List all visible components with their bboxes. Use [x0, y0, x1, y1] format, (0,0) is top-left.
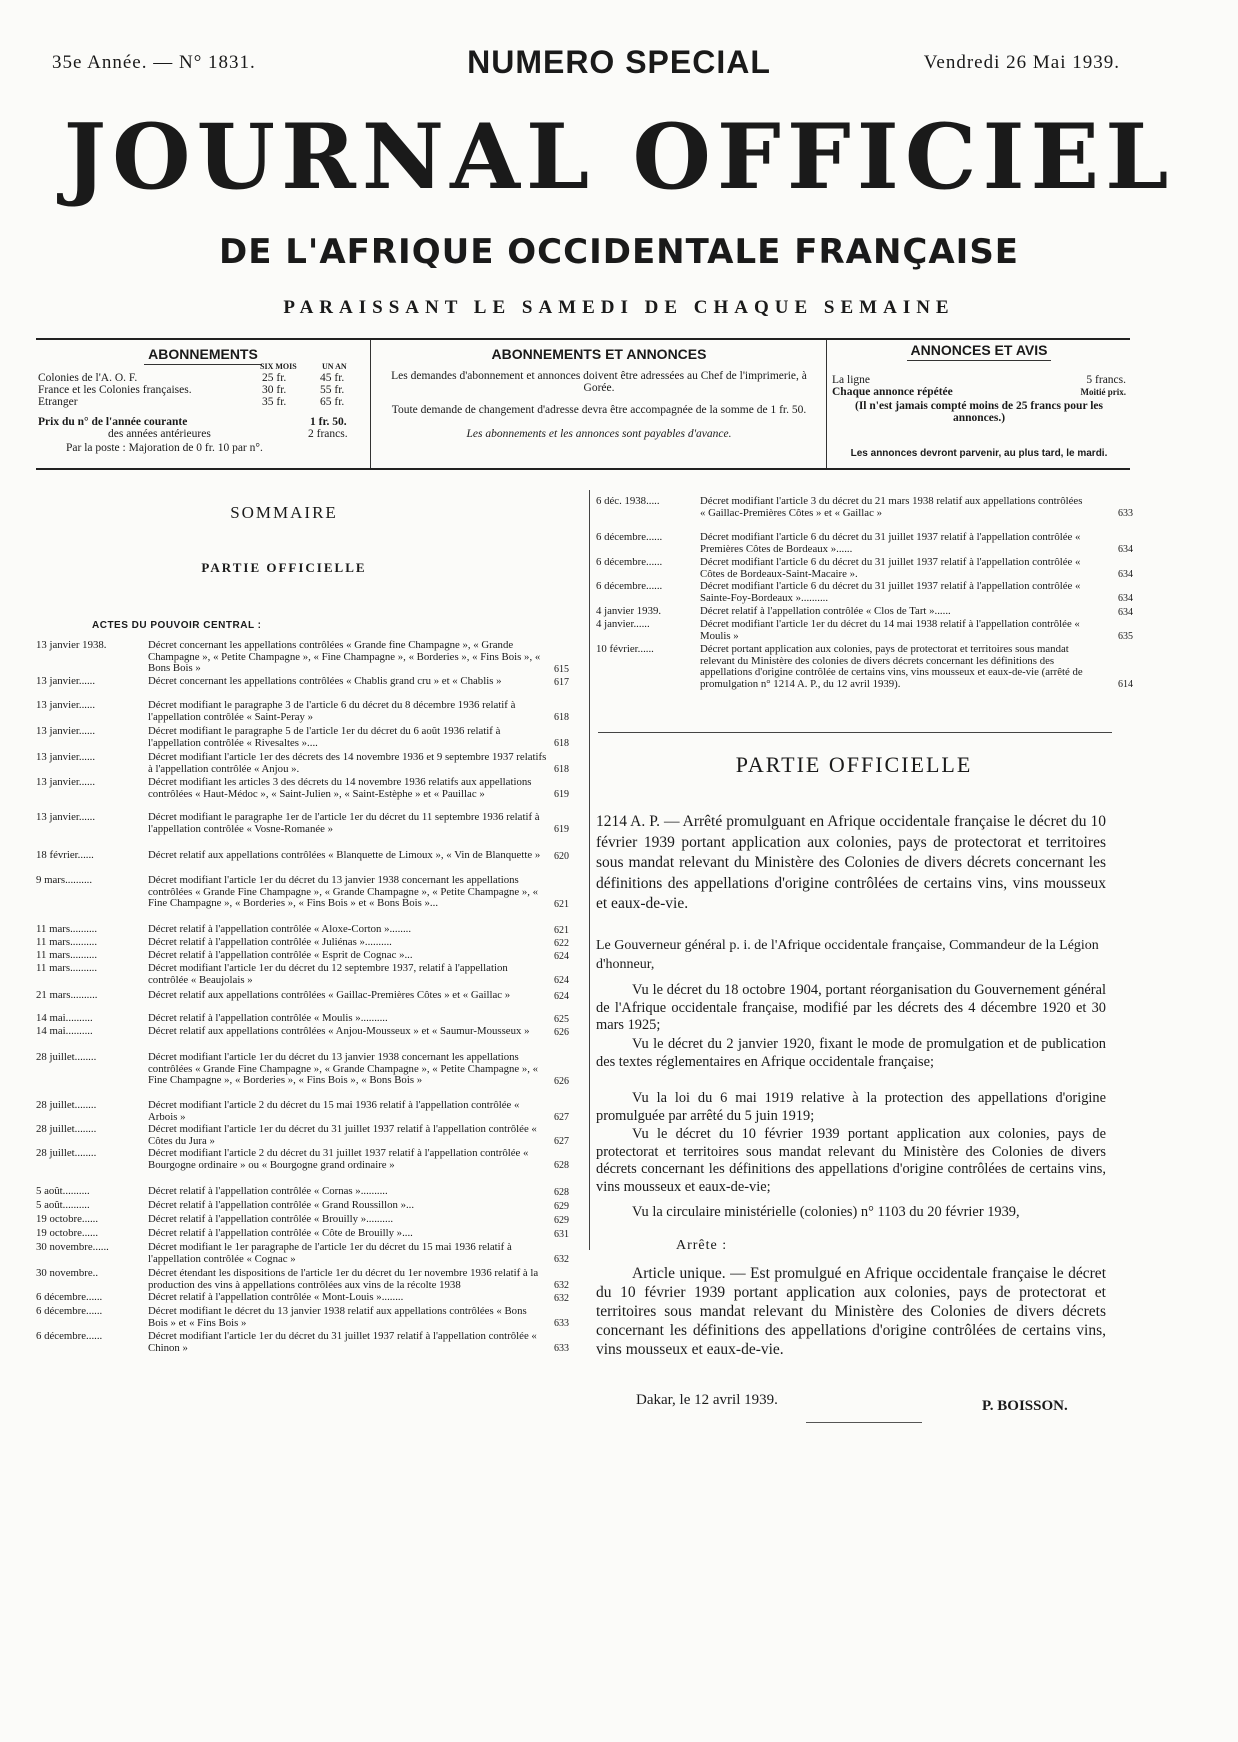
place-date: Dakar, le 12 avril 1939.	[636, 1392, 778, 1408]
entry-page: 634	[1118, 607, 1133, 618]
entry-page: 624	[554, 991, 569, 1002]
signature-rule	[806, 1422, 922, 1423]
entry-text: Décret relatif à l'appellation contrôlée « Cornas »..........	[148, 1185, 388, 1197]
price-previous-label: des années antérieures	[108, 428, 211, 440]
entry-page: 618	[554, 764, 569, 775]
change-address-note: Toute demande de changement d'adresse devra être accompagnée de la somme de 1 fr. 50.	[391, 404, 807, 416]
entry-page: 633	[1118, 508, 1133, 519]
entry-date: 19 octobre......	[36, 1214, 99, 1225]
price-current-row	[38, 416, 347, 428]
entry-page: 619	[554, 824, 569, 835]
vu-paragraph: Vu la circulaire ministérielle (colonies) n° 1103 du 20 février 1939,	[632, 1204, 1020, 1220]
entry-text: Décret relatif à l'appellation contrôlée « Juliénas »..........	[148, 936, 392, 948]
entry-date: 6 déc. 1938.....	[596, 496, 660, 507]
subscription-row	[38, 384, 345, 396]
arrete-title: 1214 A. P. — Arrêté promulguant en Afrique occidentale française le décret du 10 février 1939 portant application aux colonies, pays de protectorat et territoires sous mandat relevant du Ministère des Colonies de divers décrets concernant les définitions des appellations d'origine contrôlées de certains vins, vins mousseux et eaux-de-vie.	[596, 813, 1106, 912]
minimum-note: (Il n'est jamais compté moins de 25 francs pour les annonces.)	[855, 400, 1103, 424]
entry-date: 11 mars..........	[36, 937, 98, 948]
annonces-avis-column	[828, 340, 1130, 468]
annonces-avis-heading: ANNONCES ET AVIS	[907, 342, 1052, 361]
entry-date: 18 février......	[36, 850, 94, 861]
entry-date: 5 août..........	[36, 1200, 90, 1211]
column-divider	[589, 490, 590, 1250]
entry-text: Décret modifiant l'article 1er du décret du 31 juillet 1937 relatif à l'appellation contrôlée « Chinon »	[148, 1330, 537, 1354]
entry-text: Décret relatif à l'appellation contrôlée « Esprit de Cognac »...	[148, 949, 413, 961]
entry-date: 11 mars..........	[36, 950, 98, 961]
abonnements-heading: ABONNEMENTS	[144, 346, 262, 365]
subscription-row	[38, 372, 345, 384]
entry-page: 615	[554, 664, 569, 675]
entry-date: 28 juillet........	[36, 1100, 97, 1111]
entry-date: 28 juillet........	[36, 1148, 97, 1159]
entry-date: 13 janvier......	[36, 777, 96, 788]
entry-text: Décret modifiant le paragraphe 1er de l'article 1er du décret du 11 septembre 1936 relatif à l'appellation contrôlée « Vosne-Romanée »	[148, 811, 540, 835]
actes-heading: ACTES DU POUVOIR CENTRAL :	[92, 620, 262, 631]
entry-page: 626	[554, 1076, 569, 1087]
subscription-row	[38, 396, 345, 408]
line-price-label: La ligne	[832, 374, 870, 386]
entry-page: 614	[1118, 679, 1133, 690]
entry-text: Décret modifiant l'article 6 du décret du 31 juillet 1937 relatif à l'appellation contrôlée « Premières Côtes de Bordeaux »......	[700, 531, 1081, 555]
row-un-an: 65 fr.	[320, 396, 345, 408]
entry-text: Décret relatif à l'appellation contrôlée « Moulis »..........	[148, 1012, 388, 1024]
un-an-header: UN AN	[322, 362, 347, 371]
partie-officielle-summary-heading: PARTIE OFFICIELLE	[201, 560, 367, 575]
entry-page: 633	[554, 1343, 569, 1354]
entry-date: 6 décembre......	[596, 557, 663, 568]
entry-page: 624	[554, 975, 569, 986]
entry-text: Décret concernant les appellations contrôlées « Chablis grand cru » et « Chablis »	[148, 675, 502, 687]
entry-date: 21 mars..........	[36, 990, 98, 1001]
entry-date: 10 février......	[596, 644, 654, 655]
vu-paragraph: Vu le décret du 18 octobre 1904, portant réorganisation du Gouvernement général de l'Afrique occidentale française, modifié par les décrets des 4 décembre 1920 et 30 mars 1925;	[596, 982, 1106, 1033]
entry-text: Décret relatif à l'appellation contrôlée « Clos de Tart »......	[700, 605, 951, 617]
row-un-an: 45 fr.	[320, 372, 345, 384]
section-divider	[598, 732, 1112, 733]
entry-date: 11 mars..........	[36, 924, 98, 935]
journal-subtitle: DE L'AFRIQUE OCCIDENTALE FRANÇAISE	[218, 232, 1020, 272]
entry-text: Décret modifiant l'article 1er du décret du 13 janvier 1938 concernant les appellations contrôlées « Grande Fine Champagne », « Grande Champagne », « Petite Champagne », « Fine Champagne », « Borderies », « Fins Bois », « Bons Bois »	[148, 1051, 539, 1086]
entry-date: 28 juillet........	[36, 1124, 97, 1135]
publication-frequency: PARAISSANT LE SAMEDI DE CHAQUE SEMAINE	[283, 297, 955, 318]
entry-text: Décret modifiant l'article 3 du décret du 21 mars 1938 relatif aux appellations contrôlées « Gaillac-Premières Côtes » et « Gaillac »	[700, 495, 1083, 519]
row-label: France et les Colonies françaises.	[38, 384, 192, 396]
entry-text: Décret étendant les dispositions de l'article 1er du décret du 1er novembre 1936 relatif à la production des vins à appellations contrôlées aux vins de la récolte 1938	[148, 1267, 539, 1291]
entry-text: Décret relatif à l'appellation contrôlée « Mont-Louis »........	[148, 1291, 404, 1303]
entry-text: Décret relatif aux appellations contrôlées « Anjou-Mousseux » et « Saumur-Mousseux »	[148, 1025, 530, 1037]
row-un-an: 55 fr.	[320, 384, 345, 396]
entry-page: 621	[554, 899, 569, 910]
entry-date: 13 janvier 1938.	[36, 640, 107, 651]
entry-page: 632	[554, 1280, 569, 1291]
entry-page: 628	[554, 1187, 569, 1198]
sommaire-heading: SOMMAIRE	[230, 503, 338, 522]
entry-date: 6 décembre......	[36, 1292, 103, 1303]
entry-date: 13 janvier......	[36, 700, 96, 711]
deadline-note: Les annonces devront parvenir, au plus tard, le mardi.	[850, 448, 1108, 459]
entry-page: 626	[554, 1027, 569, 1038]
entry-text: Décret modifiant l'article 6 du décret du 31 juillet 1937 relatif à l'appellation contrôlée « Côtes de Bordeaux-Saint-Macaire ».	[700, 556, 1081, 580]
entry-page: 634	[1118, 569, 1133, 580]
entry-text: Décret modifiant l'article 6 du décret du 31 juillet 1937 relatif à l'appellation contrôlée « Sainte-Foy-Bordeaux »..........	[700, 580, 1081, 604]
vu-paragraph: Vu le décret du 2 janvier 1920, fixant le mode de promulgation et de publication des textes réglementaires en Afrique occidentale française;	[596, 1036, 1106, 1070]
entry-text: Décret relatif aux appellations contrôlées « Gaillac-Premières Côtes » et « Gaillac »	[148, 989, 511, 1001]
special-issue-label: NUMERO SPECIAL	[467, 44, 771, 80]
entry-page: 617	[554, 677, 569, 688]
entry-text: Décret modifiant l'article 1er du décret du 14 mai 1938 relatif à l'appellation contrôlée « Moulis »	[700, 618, 1080, 642]
row-label: Etranger	[38, 396, 78, 408]
entry-date: 13 janvier......	[36, 726, 96, 737]
abonnements-annonces-heading: ABONNEMENTS ET ANNONCES	[491, 346, 707, 362]
row-label: Colonies de l'A. O. F.	[38, 372, 138, 384]
entry-date: 13 janvier......	[36, 752, 96, 763]
entry-text: Décret modifiant le paragraphe 3 de l'article 6 du décret du 8 décembre 1936 relatif à l'appellation contrôlée « Saint-Peray »	[148, 699, 516, 723]
entry-date: 4 janvier 1939.	[596, 606, 662, 617]
entry-page: 629	[554, 1215, 569, 1226]
entry-date: 30 novembre..	[36, 1268, 99, 1279]
entry-page: 633	[554, 1318, 569, 1329]
entry-page: 627	[554, 1136, 569, 1147]
governor-line: Le Gouverneur général p. i. de l'Afrique occidentale française, Commandeur de la Légion d'honneur,	[596, 938, 1099, 972]
entry-page: 629	[554, 1201, 569, 1212]
entry-page: 619	[554, 789, 569, 800]
entry-text: Décret modifiant l'article 1er du décret du 13 janvier 1938 concernant les appellations contrôlées « Grande Fine Champagne », « Grande Champagne », « Petite Champagne », « Fine Champagne », « Borderies », « Fins Bois » et « Bons Bois »...	[148, 874, 539, 909]
row-six-mois: 35 fr.	[262, 396, 287, 408]
price-current-value: 1 fr. 50.	[310, 416, 347, 428]
arrete-label: Arrête :	[676, 1238, 728, 1253]
entry-text: Décret relatif à l'appellation contrôlée « Aloxe-Corton »........	[148, 923, 412, 935]
entry-text: Décret relatif à l'appellation contrôlée « Grand Roussillon »...	[148, 1199, 415, 1211]
row-six-mois: 25 fr.	[262, 372, 287, 384]
repeat-price-value: Moitié prix.	[1080, 387, 1126, 397]
article-unique: Article unique. — Est promulgué en Afrique occidentale française le décret du 10 février 1939 portant application aux colonies, pays de protectorat et territoires sous mandat relevant du Ministère des Colonies de divers décrets concernant les définitions des appellations d'origine contrôlées de certains vins, vins mousseux et eaux-de-vie.	[596, 1265, 1106, 1358]
price-current-label: Prix du n° de l'année courante	[38, 416, 188, 428]
entry-page: 624	[554, 951, 569, 962]
address-note: Les demandes d'abonnement et annonces doivent être adressées au Chef de l'imprimerie, à Gorée.	[391, 370, 807, 394]
entry-text: Décret modifiant le 1er paragraphe de l'article 1er du décret du 15 mai 1936 relatif à l'appellation contrôlée « Cognac »	[148, 1241, 512, 1265]
signature: P. BOISSON.	[982, 1398, 1068, 1414]
entry-date: 4 janvier......	[596, 619, 650, 630]
entry-page: 622	[554, 938, 569, 949]
entry-page: 625	[554, 1014, 569, 1025]
entry-text: Décret portant application aux colonies, pays de protectorat et territoires sous mandat relevant du Ministère des colonies de divers décrets concernant les définitions des appellations d'origine contrôlée de certains vins, vins mousseux et eaux-de-vie (arrêté de promulgation n° 1214 A. P., du 12 avril 1939).	[700, 643, 1083, 690]
vu-paragraph: Vu le décret du 10 février 1939 portant application aux colonies, pays de protectorat et territoires sous mandat relevant du Ministère des Colonies de divers décrets concernant les définitions des appellations d'origine contrôlées de certains vins, vins mousseux et eaux-de-vie;	[596, 1126, 1106, 1195]
entry-text: Décret relatif à l'appellation contrôlée « Brouilly »..........	[148, 1213, 394, 1225]
row-six-mois: 30 fr.	[262, 384, 287, 396]
payment-note: Les abonnements et les annonces sont payables d'avance.	[466, 428, 732, 440]
issue-date: Vendredi 26 Mai 1939.	[923, 52, 1120, 73]
entry-date: 5 août..........	[36, 1186, 90, 1197]
entry-text: Décret concernant les appellations contrôlées « Grande fine Champagne », « Grande Champagne », « Petite Champagne », « Fine Champagne », « Borderies », « Fins Bois », « Bons Bois »	[148, 639, 541, 674]
line-price-row	[832, 374, 1126, 386]
price-previous-value: 2 francs.	[308, 428, 348, 440]
journal-title: JOURNAL OFFICIEL	[63, 104, 1175, 210]
entry-page: 632	[554, 1254, 569, 1265]
entry-page: 631	[554, 1229, 569, 1240]
entry-page: 635	[1118, 631, 1133, 642]
line-price-value: 5 francs.	[1086, 374, 1126, 386]
entry-page: 628	[554, 1160, 569, 1171]
entry-date: 6 décembre......	[36, 1306, 103, 1317]
entry-date: 28 juillet........	[36, 1052, 97, 1063]
entry-date: 14 mai..........	[36, 1026, 93, 1037]
entry-text: Décret relatif à l'appellation contrôlée « Côte de Brouilly »....	[148, 1227, 413, 1239]
entry-date: 6 décembre......	[596, 532, 663, 543]
entry-page: 632	[554, 1293, 569, 1304]
entry-text: Décret modifiant l'article 1er du décret du 31 juillet 1937 relatif à l'appellation contrôlée « Côtes du Jura »	[148, 1123, 537, 1147]
entry-page: 618	[554, 712, 569, 723]
entry-text: Décret modifiant les articles 3 des décrets du 14 novembre 1936 relatifs aux appellations contrôlées « Haut-Médoc », « Saint-Julien », « Saint-Estèphe » et « Pauillac »	[148, 776, 532, 800]
repeat-price-label: Chaque annonce répétée	[832, 386, 953, 398]
price-previous-row	[108, 428, 348, 440]
entry-page: 634	[1118, 544, 1133, 555]
six-mois-header: SIX MOIS	[260, 362, 297, 371]
entry-text: Décret relatif aux appellations contrôlées « Blanquette de Limoux », « Vin de Blanquette »	[148, 849, 541, 861]
abonnements-column	[36, 340, 371, 468]
entry-text: Décret modifiant le décret du 13 janvier 1938 relatif aux appellations contrôlées « Bons Bois » et « Fins Bois »	[148, 1305, 527, 1329]
entry-page: 618	[554, 738, 569, 749]
entry-date: 19 octobre......	[36, 1228, 99, 1239]
subscription-box	[36, 338, 1130, 470]
vu-paragraph: Vu la loi du 6 mai 1919 relative à la protection des appellations d'origine promulguée par arrêté du 5 juin 1919;	[596, 1090, 1106, 1124]
entry-page: 634	[1118, 593, 1133, 604]
entry-text: Décret modifiant l'article 1er des décrets des 14 novembre 1936 et 9 septembre 1937 relatifs à l'appellation contrôlée « Anjou ».	[148, 751, 547, 775]
entry-date: 6 décembre......	[36, 1331, 103, 1342]
entry-text: Décret modifiant l'article 2 du décret du 31 juillet 1937 relatif à l'appellation contrôlée « Bourgogne ordinaire » ou « Bourgogne grand ordinaire »	[148, 1147, 529, 1171]
entry-date: 11 mars..........	[36, 963, 98, 974]
entry-date: 13 janvier......	[36, 676, 96, 687]
entry-date: 14 mai..........	[36, 1013, 93, 1024]
entry-date: 30 novembre......	[36, 1242, 109, 1253]
entry-text: Décret modifiant l'article 1er du décret du 12 septembre 1937, relatif à l'appellation contrôlée « Beaujolais »	[148, 962, 508, 986]
entry-page: 621	[554, 925, 569, 936]
entry-text: Décret modifiant le paragraphe 5 de l'article 1er du décret du 6 août 1936 relatif à l'appellation contrôlée « Rivesaltes »....	[148, 725, 501, 749]
entry-date: 13 janvier......	[36, 812, 96, 823]
entry-page: 627	[554, 1112, 569, 1123]
repeat-price-row	[832, 386, 1126, 398]
entry-date: 9 mars..........	[36, 875, 93, 886]
entry-page: 620	[554, 851, 569, 862]
issue-number: 35e Année. — N° 1831.	[52, 52, 256, 73]
entry-date: 6 décembre......	[596, 581, 663, 592]
partie-officielle-heading: PARTIE OFFICIELLE	[735, 752, 973, 777]
abonnements-annonces-column	[372, 340, 827, 468]
postage-note: Par la poste : Majoration de 0 fr. 10 par n°.	[66, 442, 263, 454]
entry-text: Décret modifiant l'article 2 du décret du 15 mai 1936 relatif à l'appellation contrôlée « Arbois »	[148, 1099, 520, 1123]
